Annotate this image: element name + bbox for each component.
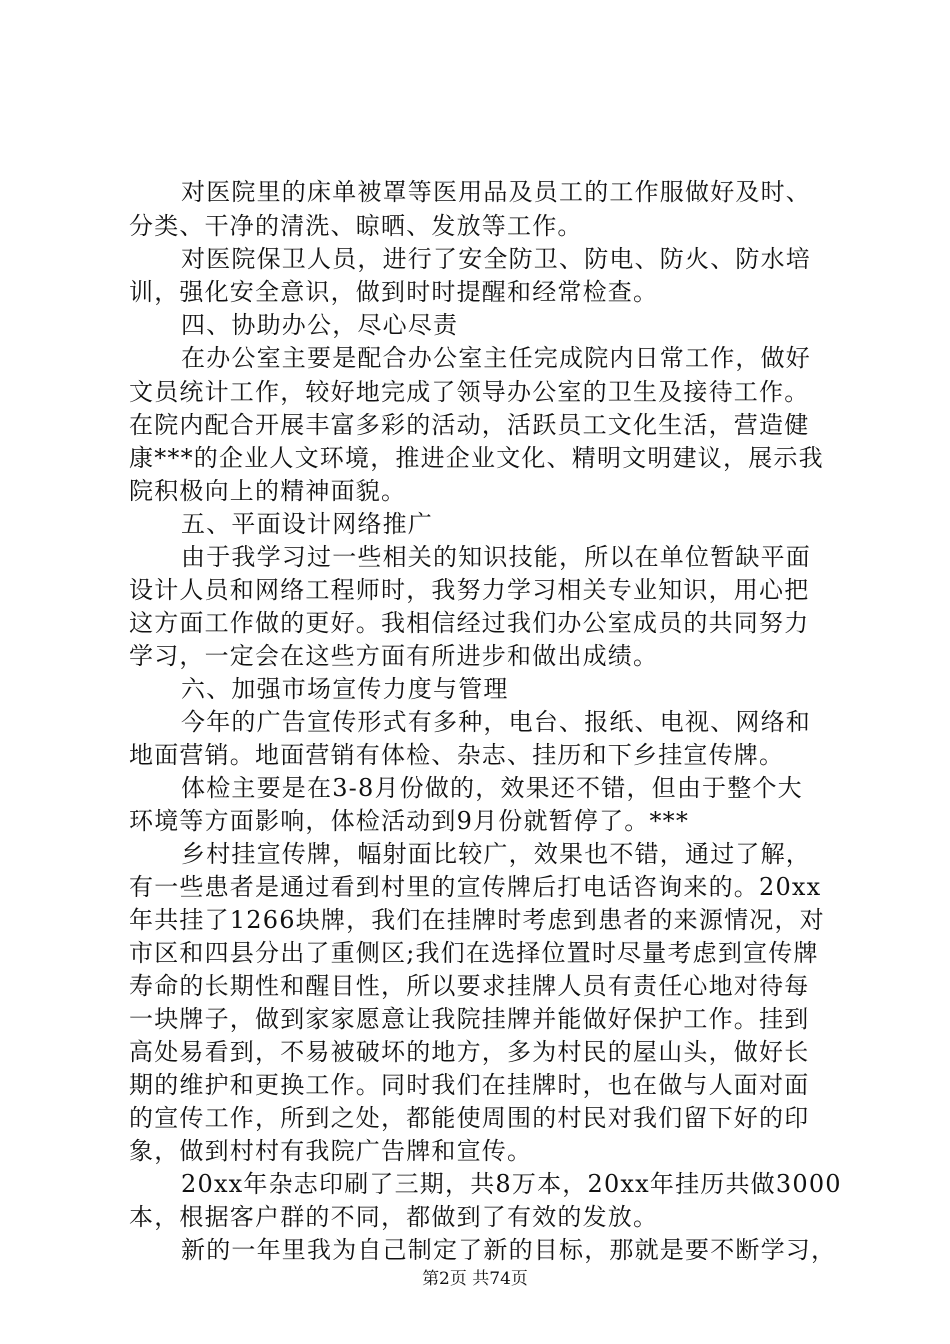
text-line: 新的一年里我为自己制定了新的目标，那就是要不断学习， — [181, 1236, 837, 1264]
text-line: 学习，一定会在这些方面有所进步和做出成绩。 — [129, 642, 659, 670]
text-line: 市区和四县分出了重侧区;我们在选择位置时尽量考虑到宣传牌 — [129, 939, 819, 967]
text-line: 20xx年杂志印刷了三期，共8万本，20xx年挂历共做3000 — [181, 1170, 842, 1198]
page-footer: 第2页 共74页 — [422, 1269, 528, 1289]
text-line: 对医院里的床单被罩等医用品及员工的工作服做好及时、 — [181, 178, 811, 206]
text-line: 的宣传工作，所到之处，都能使周围的村民对我们留下好的印 — [129, 1104, 810, 1132]
text-line: 期的维护和更换工作。同时我们在挂牌时，也在做与人面对面 — [129, 1071, 810, 1099]
text-line: 在办公室主要是配合办公室主任完成院内日常工作，做好 — [181, 344, 811, 372]
text-line: 环境等方面影响，体检活动到9月份就暂停了。*** — [129, 807, 690, 835]
text-line: 在院内配合开展丰富多彩的活动，活跃员工文化生活，营造健 — [129, 411, 810, 439]
text-line: 对医院保卫人员，进行了安全防卫、防电、防火、防水培 — [181, 245, 811, 273]
text-line: 寿命的长期性和醒目性，所以要求挂牌人员有责任心地对待每 — [129, 972, 810, 1000]
text-line: 设计人员和网络工程师时，我努力学习相关专业知识，用心把 — [129, 576, 810, 604]
text-line: 训，强化安全意识，做到时时提醒和经常检查。 — [129, 278, 659, 306]
text-line: 一块牌子，做到家家愿意让我院挂牌并能做好保护工作。挂到 — [129, 1005, 810, 1033]
text-line: 分类、干净的清洗、晾晒、发放等工作。 — [129, 212, 583, 240]
text-line: 文员统计工作，较好地完成了领导办公室的卫生及接待工作。 — [129, 378, 810, 406]
text-line: 地面营销。地面营销有体检、杂志、挂历和下乡挂宣传牌。 — [129, 741, 785, 769]
text-line: 院积极向上的精神面貌。 — [129, 477, 407, 505]
text-line: 高处易看到，不易被破坏的地方，多为村民的屋山头，做好长 — [129, 1038, 810, 1066]
section-heading: 六、加强市场宣传力度与管理 — [181, 675, 509, 703]
section-heading: 四、协助办公，尽心尽责 — [181, 311, 459, 339]
text-line: 年共挂了1266块牌，我们在挂牌时考虑到患者的来源情况，对 — [129, 906, 825, 934]
text-line: 乡村挂宣传牌，幅射面比较广，效果也不错，通过了解， — [181, 840, 811, 868]
text-line: 体检主要是在3-8月份做的，效果还不错，但由于整个大 — [181, 774, 803, 802]
section-heading: 五、平面设计网络推广 — [181, 510, 433, 538]
text-line: 由于我学习过一些相关的知识技能，所以在单位暂缺平面 — [181, 543, 811, 571]
text-line: 有一些患者是通过看到村里的宣传牌后打电话咨询来的。20xx — [129, 873, 822, 901]
text-line: 这方面工作做的更好。我相信经过我们办公室成员的共同努力 — [129, 609, 810, 637]
text-line: 本，根据客户群的不同，都做到了有效的发放。 — [129, 1203, 659, 1231]
text-line: 今年的广告宣传形式有多种，电台、报纸、电视、网络和 — [181, 708, 811, 736]
text-line: 康***的企业人文环境，推进企业文化、精明文明建议，展示我 — [129, 444, 824, 472]
text-line: 象，做到村村有我院广告牌和宣传。 — [129, 1137, 533, 1165]
